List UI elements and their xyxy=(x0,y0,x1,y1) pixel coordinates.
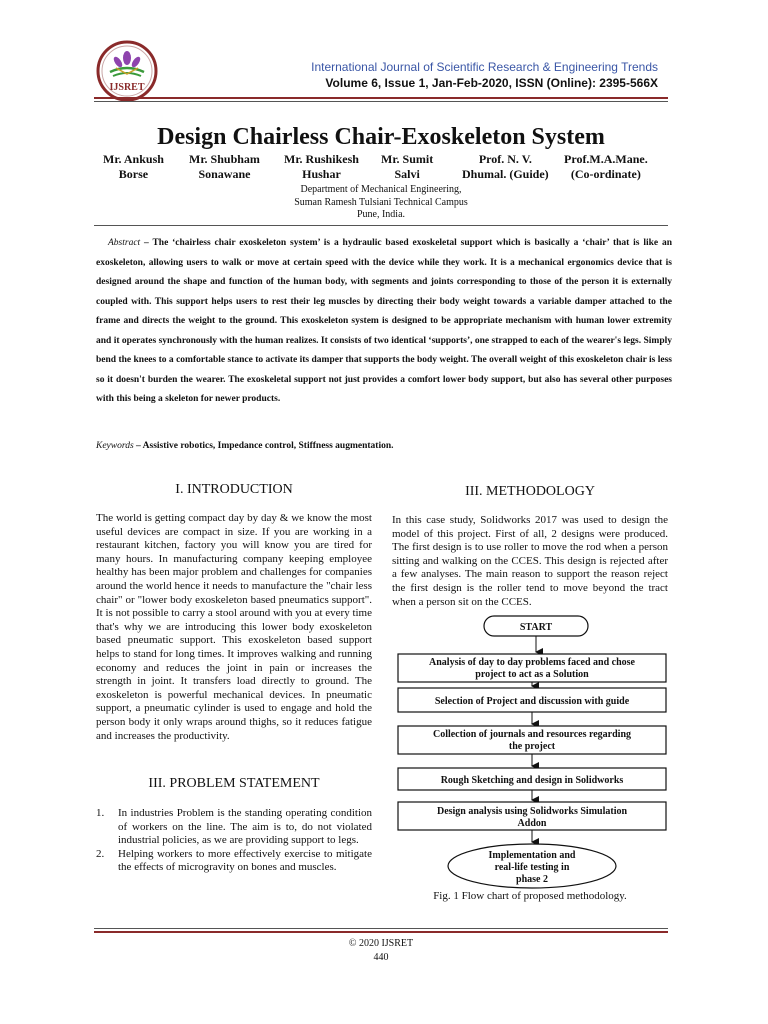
header-rule xyxy=(94,97,668,99)
flow-step-1-line-1: Analysis of day to day problems faced and chose xyxy=(429,657,635,668)
abstract-rule xyxy=(94,225,668,226)
problem-list xyxy=(96,807,372,875)
copyright: © 2020 IJSRET xyxy=(348,938,414,949)
affiliation: Department of Mechanical Engineering, Suman Ramesh Tulsiani Technical Campus Pune, India. xyxy=(294,184,468,220)
header-rule-thin xyxy=(94,101,668,102)
flow-end-line-3: phase 2 xyxy=(516,874,548,885)
flow-step-3-line-1: Collection of journals and resources regarding xyxy=(432,729,632,740)
keywords-text: – Assistive robotics, Impedance control, Stiffness augmentation. xyxy=(133,441,394,451)
list-item: 2. Helping workers to more effectively exercise to mitigate the effects of microgravity on bones and muscles. xyxy=(96,847,372,874)
figure-caption: Fig. 1 Flow chart of proposed methodology. xyxy=(433,890,627,902)
journal-name: International Journal of Scientific Research & Engineering Trends xyxy=(311,60,658,74)
flow-step-2-line-1: Selection of Project and discussion with guide xyxy=(434,696,630,707)
list-item: 1. In industries Problem is the standing operating condition of workers on the line. The aim is to, do not violated industrial policies, as we are providing support to legs. xyxy=(96,807,372,847)
flow-step-1-line-2: project to act as a Solution xyxy=(475,669,589,680)
footer-rule xyxy=(94,931,668,933)
author-2: Mr. Shubham Sonawane xyxy=(189,152,260,181)
keywords xyxy=(96,439,672,453)
methodology-heading: III. METHODOLOGY xyxy=(465,484,595,499)
author-list xyxy=(94,152,668,184)
problem-statement-heading: III. PROBLEM STATEMENT xyxy=(148,776,320,791)
flow-end-line-2: real-life testing in xyxy=(494,862,570,873)
abstract-label: Abstract xyxy=(108,238,141,248)
methodology-text: In this case study, Solidworks 2017 was used to design the model of this project. First of all, 2 designs were produced. The first design is to use roller to move the rod when a person sitting and walking on the CCES. This design is rejected after a few analyses. The main reason to support the reason reject the first design is the roller tend to move beyond the tract when a person sit on the CCES. xyxy=(392,514,668,608)
methodology-flowchart xyxy=(388,614,672,890)
author-5: Prof. N. V. Dhumal. (Guide) xyxy=(462,152,549,181)
abstract xyxy=(96,234,672,410)
volume-info: Volume 6, Issue 1, Jan-Feb-2020, ISSN (Online): 2395-566X xyxy=(325,76,658,90)
footer-rule-thin xyxy=(94,928,668,929)
abstract-text: – The ‘chairless chair exoskeleton system’ is a hydraulic based exoskeletal support which is basically a ‘chair’ that is like an exoskeleton, allowing users to walk or move at certain speed with the device while they work. It is a mechanical ergonomics device that is designed around the shape and function of the human body, with segments and joints corresponding to those of the person it is externally coupled with. This support helps users to rest their leg muscles by directing their body weight towards a variable damper attached to the frame and directs the weight to the ground. This exoskeleton system is designed to be appropriate mechanism with human lower extremity and it operates synchronously with the human realizes. It consists of two identical ‘supports’, one strapped to each of the wearer's legs. Simply bend the knees to a comfortable stance to activate its damper that supports the body weight. The overall weight of this exoskeleton chair is less so it doesn't burden the wearer. The exoskeletal support not just provides a comfort lower body support, but also has several other purposes with this being a skeleton for newer products. xyxy=(96,238,672,404)
flow-start-label: START xyxy=(519,622,553,633)
flow-step-4-line-1: Rough Sketching and design in Solidworks xyxy=(440,775,624,786)
flow-step-3-line-2: the project xyxy=(508,741,556,752)
author-4: Mr. Sumit Salvi xyxy=(381,152,434,181)
flow-end-line-1: Implementation and xyxy=(488,850,576,861)
author-6: Prof.M.A.Mane. (Co-ordinate) xyxy=(564,152,648,181)
author-1: Mr. Ankush Borse xyxy=(103,152,164,181)
flow-step-5-line-2: Addon xyxy=(517,818,547,829)
page-number: 440 xyxy=(373,952,389,963)
introduction-heading: I. INTRODUCTION xyxy=(175,482,293,497)
author-3: Mr. Rushikesh Hushar xyxy=(284,152,359,181)
journal-logo-icon xyxy=(96,40,158,102)
keywords-label: Keywords xyxy=(96,441,134,451)
paper-title: Design Chairless Chair-Exoskeleton System xyxy=(157,124,605,150)
introduction-text: The world is getting compact day by day & we know the most useful devices are compact in size. If you are working in a restaurant kitchen, factory you will know you are tired for many hours. In manufacturing company keeping employee healthy has been major problem and challenges for companies around the world hence it needs to manufacture the "chair less chair" or "lower body exoskeleton based pneumatics support". It is not possible to carry a stool around with you at every time that's why we are introducing this lower body exoskeleton based pneumatic support. This exoskeleton based support helps to stand for long times. It improves walking and running economy and reduces the joint in pain or increases the strength in joint. It transfers load directly to ground. The exoskeleton is powerful mechanical devices. In pneumatic support, a pneumatic cylinder is used to engage and hold the person body it only wraps around thighs, so it reduces fatigue and increases the productivity. xyxy=(96,512,372,742)
flow-step-5-line-1: Design analysis using Solidworks Simulation xyxy=(436,806,628,817)
logo-wordmark: IJSRET xyxy=(109,82,145,93)
